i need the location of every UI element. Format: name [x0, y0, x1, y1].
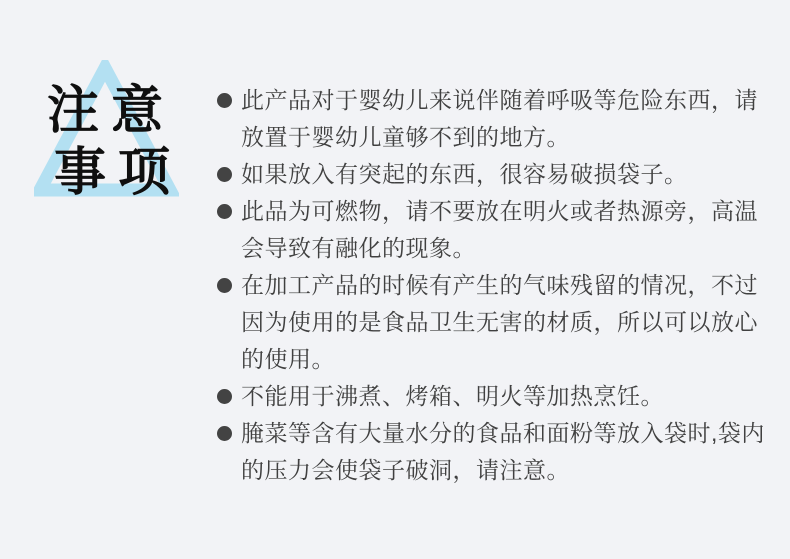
text-line: 因为使用的是食品卫生无害的材质，所以可以放心 — [241, 309, 758, 335]
bullet-icon — [217, 426, 232, 441]
text-line: 的使用。 — [241, 346, 335, 372]
bullet-icon — [217, 389, 232, 404]
title-block — [0, 0, 220, 240]
text-line: 此产品对于婴幼儿来说伴随着呼吸等危险东西，请 — [241, 87, 758, 113]
text-line: 腌菜等含有大量水分的食品和面粉等放入袋时,袋内 — [241, 420, 765, 446]
list-item-text — [241, 193, 773, 267]
bullet-icon — [217, 278, 232, 293]
list-item — [217, 378, 773, 415]
list-item-text — [241, 267, 773, 378]
list-item-text — [241, 378, 773, 415]
text-line: 会导致有融化的现象。 — [241, 235, 476, 261]
bullet-icon — [217, 167, 232, 182]
bullet-icon — [217, 93, 232, 108]
page-title — [47, 80, 182, 204]
text-line: 的压力会使袋子破洞，请注意。 — [241, 457, 570, 483]
notice-list — [217, 82, 773, 489]
list-item — [217, 267, 773, 378]
text-line: 不能用于沸煮、烤箱、明火等加热烹饪。 — [241, 383, 664, 409]
list-item — [217, 415, 773, 489]
bullet-icon — [217, 204, 232, 219]
list-item — [217, 193, 773, 267]
list-item-text — [241, 82, 773, 156]
text-line: 如果放入有突起的东西，很容易破损袋子。 — [241, 161, 688, 187]
title-line-1: 注意 — [47, 82, 176, 140]
text-line: 在加工产品的时候有产生的气味残留的情况，不过 — [241, 272, 758, 298]
list-item — [217, 82, 773, 156]
text-line: 放置于婴幼儿童够不到的地方。 — [241, 124, 570, 150]
list-item-text — [241, 415, 773, 489]
title-line-2: 事项 — [54, 144, 183, 202]
list-item — [217, 156, 773, 193]
text-line: 此品为可燃物，请不要放在明火或者热源旁，高温 — [241, 198, 758, 224]
list-item-text — [241, 156, 773, 193]
